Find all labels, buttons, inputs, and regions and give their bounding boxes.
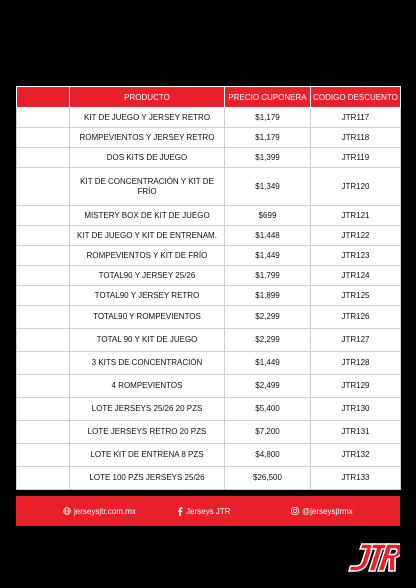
product-cell: KIT DE JUEGO Y KIT DE ENTRENAM. [70,226,225,246]
price-cell: $1,899 [225,286,311,306]
table-row [17,398,401,421]
price-cell: $2,499 [225,375,311,398]
row-blank-cell [17,206,70,226]
price-cell: $5,400 [225,398,311,421]
footer-website[interactable] [63,507,136,516]
table-row [17,206,401,226]
product-cell: ROMPEVIENTOS Y KIT DE FRÍO [70,246,225,266]
price-cell: $2,299 [225,329,311,352]
code-cell: JTR123 [311,246,401,266]
code-cell: JTR118 [311,128,401,148]
code-cell: JTR124 [311,266,401,286]
row-blank-cell [17,398,70,421]
table-row [17,352,401,375]
row-blank-cell [17,467,70,490]
product-cell: 4 ROMPEVIENTOS [70,375,225,398]
table-row [17,375,401,398]
header-product: PRODUCTO [70,87,225,108]
price-cell: $4,800 [225,444,311,467]
table-row [17,148,401,168]
header-code: CODIGO DESCUENTO [311,87,401,108]
product-cell: KIT DE JUEGO Y JERSEY RETRO [70,108,225,128]
contact-footer [16,496,400,526]
table-row [17,108,401,128]
product-cell: TOTAL 90 Y KIT DE JUEGO [70,329,225,352]
product-cell: TOTAL90 Y JERSEY RETRO [70,286,225,306]
price-cell: $26,500 [225,467,311,490]
product-cell: 3 KITS DE CONCENTRACIÓN [70,352,225,375]
product-cell: ROMPEVIENTOS Y JERSEY RETRO [70,128,225,148]
code-cell: JTR127 [311,329,401,352]
facebook-text: Jerseys JTR [186,506,231,516]
code-cell: JTR132 [311,444,401,467]
row-blank-cell [17,266,70,286]
code-cell: JTR121 [311,206,401,226]
product-cell: TOTAL90 Y JERSEY 25/26 [70,266,225,286]
code-cell: JTR131 [311,421,401,444]
table-row [17,444,401,467]
code-cell: JTR128 [311,352,401,375]
product-cell: LOTE JERSEYS 25/26 20 PZS [70,398,225,421]
price-cell: $1,799 [225,266,311,286]
table-row [17,306,401,329]
code-cell: JTR119 [311,148,401,168]
row-blank-cell [17,226,70,246]
header-price: PRECIO CUPONERA [225,87,311,108]
row-blank-cell [17,108,70,128]
code-cell: JTR117 [311,108,401,128]
price-cell: $1,399 [225,148,311,168]
website-text: jerseysjtr.com.mx [74,506,136,516]
row-blank-cell [17,128,70,148]
row-blank-cell [17,421,70,444]
product-cell: LOTE 100 PZS JERSEYS 25/26 [70,467,225,490]
product-cell: DOS KITS DE JUEGO [70,148,225,168]
price-cell: $1,449 [225,352,311,375]
header-blank [17,87,70,108]
table-row [17,286,401,306]
row-blank-cell [17,352,70,375]
row-blank-cell [17,444,70,467]
code-cell: JTR125 [311,286,401,306]
table-row [17,168,401,206]
table-row [17,467,401,490]
row-blank-cell [17,329,70,352]
code-cell: JTR130 [311,398,401,421]
product-cell: KIT DE CONCENTRACIÓN Y KIT DE FRÍO [70,168,225,206]
product-cell: LOTE JERSEYS RETRO 20 PZS [70,421,225,444]
table-row [17,128,401,148]
table-header-row [17,87,401,108]
code-cell: JTR133 [311,467,401,490]
product-cell: LOTE KIT DE ENTRENA 8 PZS [70,444,225,467]
row-blank-cell [17,375,70,398]
price-cell: $1,179 [225,128,311,148]
code-cell: JTR129 [311,375,401,398]
coupon-price-table [16,86,401,490]
price-cell: $699 [225,206,311,226]
table-row [17,421,401,444]
table-row [17,329,401,352]
footer-facebook[interactable] [177,507,230,516]
price-cell: $2,299 [225,306,311,329]
row-blank-cell [17,168,70,206]
table-row [17,266,401,286]
instagram-icon [291,507,299,515]
table-row [17,246,401,266]
price-cell: $7,200 [225,421,311,444]
price-cell: $1,449 [225,246,311,266]
instagram-text: @jerseysjtrmx [302,506,353,516]
jtr-logo [348,540,400,574]
price-cell: $1,179 [225,108,311,128]
row-blank-cell [17,286,70,306]
code-cell: JTR120 [311,168,401,206]
product-cell: TOTAL90 Y ROMPEVIENTOS [70,306,225,329]
product-cell: MISTERY BOX DE KIT DE JUEGO [70,206,225,226]
footer-instagram[interactable] [291,507,353,516]
row-blank-cell [17,246,70,266]
table-row [17,226,401,246]
price-cell: $1,349 [225,168,311,206]
row-blank-cell [17,148,70,168]
price-cell: $1,448 [225,226,311,246]
row-blank-cell [17,306,70,329]
jtr-logo-mark [348,540,400,574]
globe-icon [63,507,71,515]
code-cell: JTR126 [311,306,401,329]
price-sheet [16,86,400,526]
code-cell: JTR122 [311,226,401,246]
facebook-icon [177,507,183,516]
